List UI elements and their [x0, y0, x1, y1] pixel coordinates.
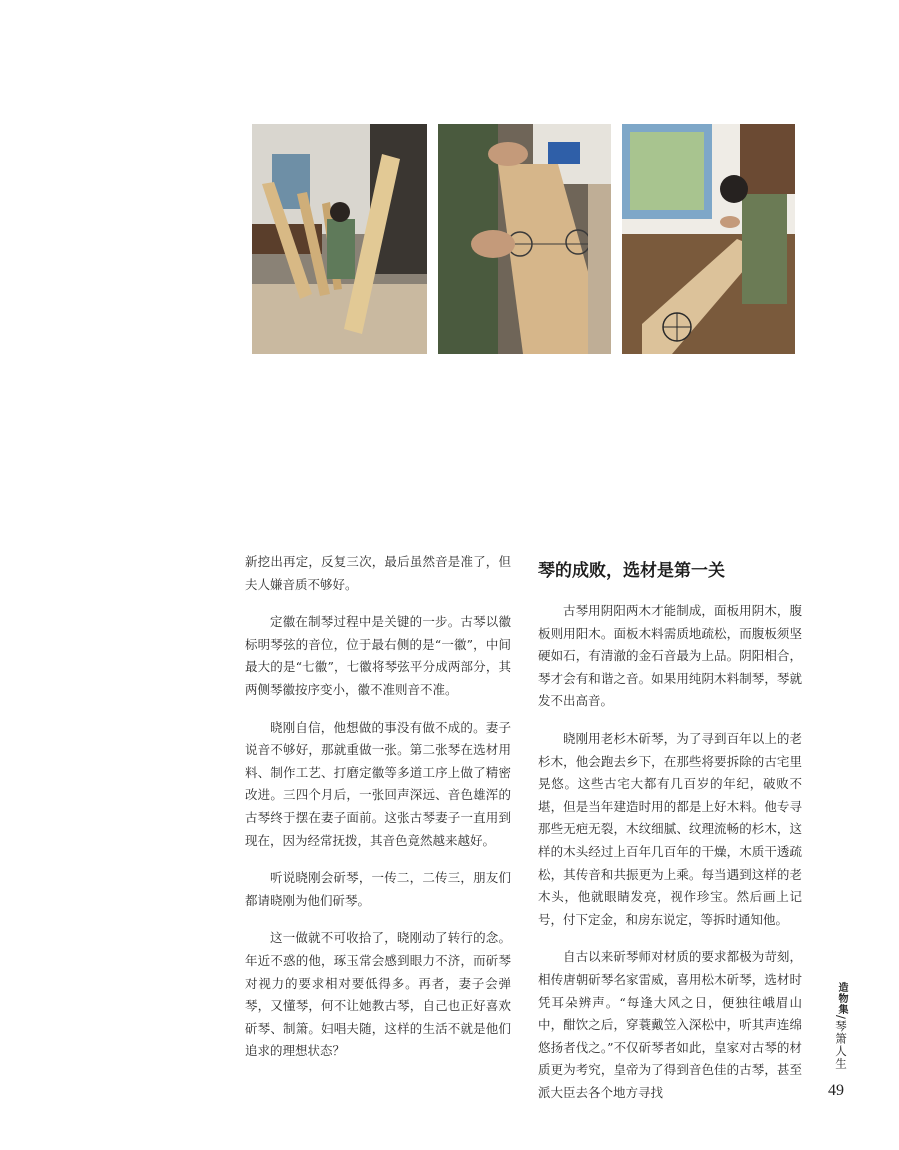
paragraph: 这一做就不可收拾了，晓刚动了转行的念。年近不惑的他，琢玉常会感到眼力不济，而斫琴对视力的要求相对要低得多。再者，妻子会弹琴，又懂琴，何不让她教古琴，自己也正好喜欢斫琴、制箫。妇唱夫随，这样的生活不就是他们追求的理想状态？ — [245, 930, 511, 1059]
article-title: 琴箫人生 — [834, 1019, 848, 1070]
section-heading: 琴的成败，选材是第一关 — [538, 561, 725, 581]
paragraph: 晓刚自信，他想做的事没有做不成的。妻子说音不够好，那就重做一张。第二张琴在选材用料、制作工艺、打磨定徽等多道工序上做了精密改进。三四个月后，一张回声深远、音色雄浑的古琴终于摆在妻子面前。这张古琴妻子一直用到现在，因为经常抚拨，其音色竟然越来越好。 — [245, 719, 511, 848]
paragraph: 自古以来斫琴师对材质的要求都极为苛刻，相传唐朝斫琴名家雷威，喜用松木斫琴，选材时凭耳朵辨声。“每逢大风之日，便独往峨眉山中，酣饮之后，穿蓑戴笠入深松中，听其声连绵悠扬者伐之。”不仅斫琴者如此，皇家对古琴的材质更为考究，皇帝为了得到音色佳的古琴，甚至派大臣去各个地方寻找 — [538, 949, 802, 1100]
running-header — [833, 982, 849, 1070]
separator: / — [834, 1015, 848, 1020]
paragraph: 晓刚用老杉木斫琴，为了寻到百年以上的老杉木，他会跑去乡下，在那些将要拆除的古宅里晃悠。这些古宅大都有几百岁的年纪，破败不堪，但是当年建造时用的都是上好木料。他专寻那些无疤无裂，木纹细腻、纹理流畅的杉木，这样的木头经过上百年几百年的干燥，木质干透疏松，其传音和共振更为上乘。每当遇到这样的老木头，他就眼睛发亮，视作珍宝。然后画上记号，付下定金，和房东说定，等拆时通知他。 — [538, 730, 802, 927]
paragraph: 听说晓刚会斫琴，一传二，二传三，朋友们都请晓刚为他们斫琴。 — [245, 870, 511, 908]
workshop-photo-standing-boards — [252, 124, 427, 354]
workshop-photo-marking-board — [438, 124, 611, 354]
page-number: 49 — [828, 1082, 844, 1099]
workshop-photo-carving-board — [622, 124, 795, 354]
paragraph: 新挖出再定，反复三次，最后虽然音是准了，但夫人嫌音质不够好。 — [245, 554, 511, 592]
left-text-column — [245, 551, 511, 1078]
section-name: 造物集 — [836, 982, 847, 1015]
paragraph: 古琴用阴阳两木才能制成，面板用阴木，腹板则用阳木。面板木料需质地疏松，而腹板须坚硬如石，有清澈的金石音最为上品。阴阳相合，琴才会有和谐之音。如果用纯阴木料制琴，琴就发不出高音。 — [538, 603, 802, 709]
paragraph: 定徽在制琴过程中是关键的一步。古琴以徽标明琴弦的音位，位于最右侧的是“一徽”，中间最大的是“七徽”，七徽将琴弦平分成两部分，其两侧琴徽按序变小，徽不准则音不准。 — [245, 614, 511, 697]
right-text-column — [538, 560, 802, 1119]
